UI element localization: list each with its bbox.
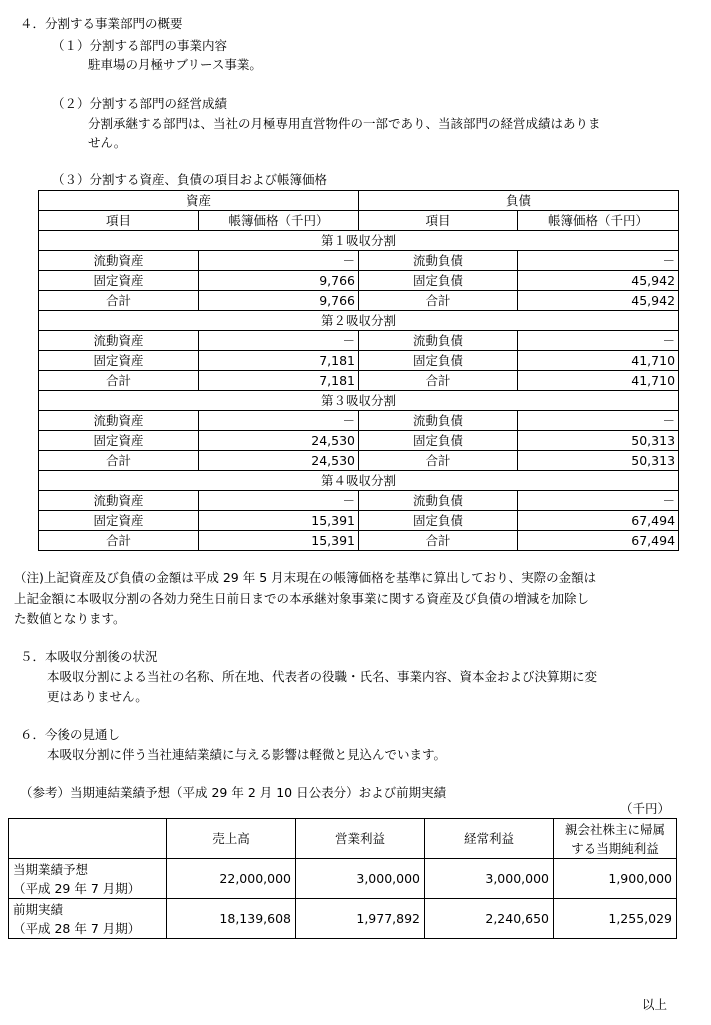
- note-line2: 上記金額に本吸収分割の各効力発生日前日までの本承継対象事業に関する資産及び負債の増減を加除し: [14, 591, 590, 606]
- group-title-row: [39, 471, 679, 491]
- asset-value: －: [199, 411, 359, 431]
- subsection1-heading: （１）分割する部門の事業内容: [52, 38, 228, 53]
- asset-value: 15,391: [199, 531, 359, 551]
- asset-item: 流動資産: [39, 331, 199, 351]
- assets-header: 資産: [39, 191, 359, 211]
- ref-row-label-line1: 当期業績予想: [13, 861, 89, 877]
- liability-item: 固定負債: [359, 351, 518, 371]
- group-title-row: [39, 391, 679, 411]
- liability-item: 流動負債: [359, 411, 518, 431]
- asset-item: 合計: [39, 531, 199, 551]
- ref-header-sales: 売上高: [167, 819, 296, 859]
- asset-value: 7,181: [199, 351, 359, 371]
- liabilities-header: 負債: [359, 191, 679, 211]
- table-row: [39, 251, 679, 271]
- table-row: [9, 859, 677, 899]
- liability-value-header: 帳簿価格（千円）: [518, 211, 679, 231]
- closing-mark: 以上: [642, 997, 668, 1012]
- table-row: [39, 351, 679, 371]
- ref-header-net-income-line1: 親会社株主に帰属: [564, 821, 665, 837]
- subsection2-body-line1: 分割承継する部門は、当社の月極専用直営物件の一部であり、当該部門の経営成績はありま: [88, 116, 601, 131]
- ref-value-sales: 22,000,000: [167, 859, 296, 899]
- note-line1: （注)上記資産及び負債の金額は平成 29 年 5 月末現在の帳簿価格を基準に算出しており、実際の金額は: [14, 570, 597, 585]
- asset-item: 固定資産: [39, 511, 199, 531]
- ref-value-ordinary-income: 3,000,000: [425, 859, 554, 899]
- ref-value-net-income: 1,255,029: [554, 899, 677, 939]
- ref-header-net-income: [554, 819, 677, 859]
- group-title-row: [39, 311, 679, 331]
- asset-item-header: 項目: [39, 211, 199, 231]
- liability-item: 合計: [359, 531, 518, 551]
- group-title-row: [39, 231, 679, 251]
- reference-heading: （参考）当期連結業績予想（平成 29 年 2 月 10 日公表分）および前期実績: [20, 785, 447, 800]
- section5-heading: ５．本吸収分割後の状況: [20, 649, 158, 664]
- liability-value: －: [518, 251, 679, 271]
- liability-item: 合計: [359, 451, 518, 471]
- subsection3-heading: （３）分割する資産、負債の項目および帳簿価格: [52, 172, 328, 187]
- liability-value: 67,494: [518, 511, 679, 531]
- asset-item: 固定資産: [39, 351, 199, 371]
- asset-value: 24,530: [199, 431, 359, 451]
- ref-row-label-line2: （平成 28 年 7 月期）: [13, 920, 141, 936]
- liability-value: －: [518, 411, 679, 431]
- table-row: [39, 451, 679, 471]
- table-header-row: [39, 191, 679, 211]
- asset-value: 7,181: [199, 371, 359, 391]
- section5-body-line2: 更はありません。: [47, 689, 148, 704]
- asset-item: 流動資産: [39, 411, 199, 431]
- ref-value-operating-income: 1,977,892: [296, 899, 425, 939]
- liability-item: 流動負債: [359, 491, 518, 511]
- ref-row-label-line2: （平成 29 年 7 月期）: [13, 880, 141, 896]
- table-row: [39, 411, 679, 431]
- asset-item: 流動資産: [39, 251, 199, 271]
- liability-value: 50,313: [518, 431, 679, 451]
- asset-item: 合計: [39, 451, 199, 471]
- ref-header-net-income-line2: する当期純利益: [571, 840, 659, 856]
- ref-value-sales: 18,139,608: [167, 899, 296, 939]
- ref-value-operating-income: 3,000,000: [296, 859, 425, 899]
- section6-heading: ６．今後の見通し: [20, 727, 121, 742]
- group-title: 第４吸収分割: [39, 471, 679, 491]
- asset-value: 9,766: [199, 291, 359, 311]
- section6-body: 本吸収分割に伴う当社連結業績に与える影響は軽微と見込んでいます。: [47, 747, 447, 762]
- section4-heading: ４．分割する事業部門の概要: [20, 16, 183, 31]
- table-row: [39, 491, 679, 511]
- table-row: [39, 291, 679, 311]
- liability-item: 固定負債: [359, 511, 518, 531]
- liability-item: 固定負債: [359, 271, 518, 291]
- table-row: [39, 271, 679, 291]
- asset-item: 合計: [39, 371, 199, 391]
- liability-value: 45,942: [518, 271, 679, 291]
- table-row: [39, 371, 679, 391]
- subsection1-body: 駐車場の月極サブリース事業。: [88, 57, 262, 72]
- liability-value: 41,710: [518, 371, 679, 391]
- asset-value: －: [199, 491, 359, 511]
- forecast-results-table: [8, 818, 677, 939]
- ref-row-label: [9, 899, 167, 939]
- reference-unit: （千円）: [620, 801, 671, 816]
- subsection2-heading: （２）分割する部門の経営成績: [52, 96, 228, 111]
- ref-value-ordinary-income: 2,240,650: [425, 899, 554, 939]
- asset-value: －: [199, 251, 359, 271]
- table-subheader-row: [39, 211, 679, 231]
- asset-value: 15,391: [199, 511, 359, 531]
- liability-value: 45,942: [518, 291, 679, 311]
- table-row: [39, 511, 679, 531]
- liability-item: 合計: [359, 371, 518, 391]
- ref-header-row: [9, 819, 677, 859]
- asset-item: 合計: [39, 291, 199, 311]
- group-title: 第２吸収分割: [39, 311, 679, 331]
- liability-item: 流動負債: [359, 331, 518, 351]
- asset-value: 9,766: [199, 271, 359, 291]
- group-title: 第３吸収分割: [39, 391, 679, 411]
- ref-value-net-income: 1,900,000: [554, 859, 677, 899]
- group-title: 第１吸収分割: [39, 231, 679, 251]
- table-row: [39, 431, 679, 451]
- asset-item: 固定資産: [39, 271, 199, 291]
- liability-value: －: [518, 331, 679, 351]
- table-row: [9, 899, 677, 939]
- table-row: [39, 531, 679, 551]
- liability-value: 41,710: [518, 351, 679, 371]
- ref-row-label: [9, 859, 167, 899]
- table-row: [39, 331, 679, 351]
- ref-header-empty: [9, 819, 167, 859]
- asset-value-header: 帳簿価格（千円）: [199, 211, 359, 231]
- liability-item: 固定負債: [359, 431, 518, 451]
- liability-item-header: 項目: [359, 211, 518, 231]
- liability-item: 合計: [359, 291, 518, 311]
- liability-item: 流動負債: [359, 251, 518, 271]
- note-line3: た数値となります。: [14, 611, 126, 626]
- liability-value: －: [518, 491, 679, 511]
- asset-value: －: [199, 331, 359, 351]
- asset-value: 24,530: [199, 451, 359, 471]
- ref-header-ordinary-income: 経常利益: [425, 819, 554, 859]
- liability-value: 50,313: [518, 451, 679, 471]
- section5-body-line1: 本吸収分割による当社の名称、所在地、代表者の役職・氏名、事業内容、資本金および決算期に変: [47, 669, 598, 684]
- liability-value: 67,494: [518, 531, 679, 551]
- assets-liabilities-table: [38, 190, 679, 551]
- ref-header-operating-income: 営業利益: [296, 819, 425, 859]
- asset-item: 固定資産: [39, 431, 199, 451]
- asset-item: 流動資産: [39, 491, 199, 511]
- subsection2-body-line2: せん。: [88, 135, 127, 150]
- ref-row-label-line1: 前期実績: [13, 901, 64, 917]
